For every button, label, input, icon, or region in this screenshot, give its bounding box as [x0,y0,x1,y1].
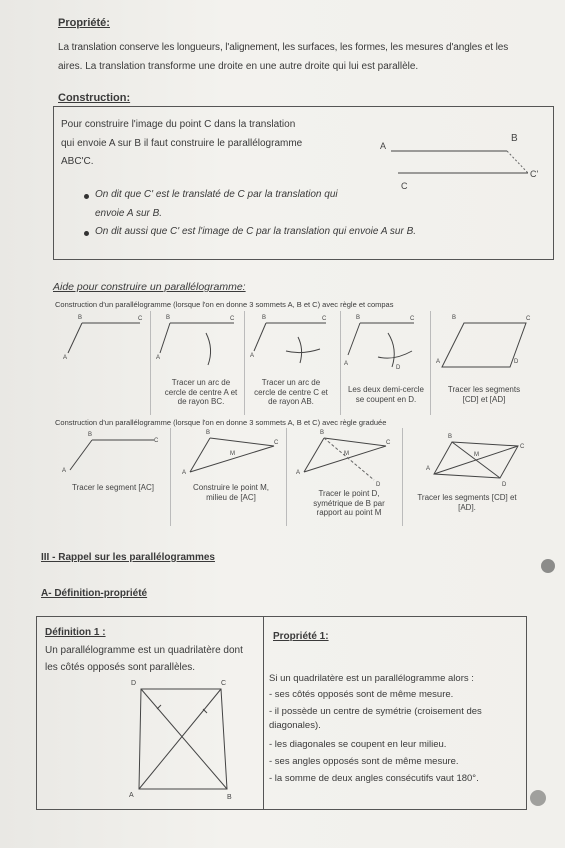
propriete1-item: - il possède un centre de symétrie (croisement des [269,706,482,717]
compas-caption-2: Tracer un arc de cercle de centre C et de rayon AB. [254,378,328,406]
regle-caption-3: Tracer le point D, symétrique de B par rapport au point M [313,489,385,517]
label-A: A [182,470,187,476]
label-C: C [138,316,143,322]
label-A: A [426,466,431,472]
label-C: C [230,316,235,322]
label-C: C [526,316,531,322]
label-A: A [344,361,349,367]
compas-step-2 [248,311,338,371]
regle-step-0 [58,428,168,488]
compas-caption-3: Les deux demi-cercle se coupent en D. [347,385,425,404]
label-D: D [396,365,401,371]
label-A: A [63,355,68,361]
label-B: B [78,315,83,321]
label-C: C [386,440,391,446]
rappel-subtitle: A- Définition-propriété [41,588,148,599]
propriete-line-1: La translation conserve les longueurs, l'alignement, les surfaces, les formes, les mesures d'angles et les [58,42,509,53]
punch-hole [530,790,546,806]
label-M: M [230,451,235,457]
label-B: B [320,430,325,436]
compas-step-3 [344,311,434,371]
propriete1-item: - ses côtés opposés sont de même mesure. [269,689,454,700]
aide-title: Aide pour construire un parallélogramme: [53,281,246,293]
compas-step-1 [154,311,244,371]
label-C: C [274,440,279,446]
label-B: B [227,794,232,801]
punch-hole [541,559,555,573]
propriete1-item: - ses angles opposés sont de même mesure. [269,756,459,767]
label-C: C [221,680,227,687]
bullet-dot [84,231,89,236]
compas-heading: Construction d'un parallélogramme (lorsque l'on en donne 3 sommets A, B et C) avec règle et compas [55,300,394,309]
compas-step-4 [434,311,544,371]
compas-caption-1: Tracer un arc de cercle de centre A et de rayon BC. [164,378,238,406]
bullet-dot [84,194,89,199]
label-B: B [448,434,453,440]
label-D: D [131,680,137,687]
propriete1-item: - les diagonales se coupent en leur milieu. [269,739,447,750]
regle-step-1 [176,428,286,488]
label-D: D [376,482,381,488]
construction-line-1: Pour construire l'image du point C dans la translation [61,119,296,130]
regle-step-3 [408,428,538,488]
label-D: D [502,482,507,488]
label-C: C [401,181,408,191]
propriete-title: Propriété: [58,17,110,29]
label-A: A [129,792,134,799]
bullet-2: On dit aussi que C' est l'image de C par la translation qui envoie A sur B. [95,226,417,237]
rappel-title: III - Rappel sur les parallélogrammes [41,552,215,563]
label-M: M [344,451,349,457]
label-M: M [474,452,479,458]
regle-caption-1: Tracer le segment [AC] [72,483,154,492]
parallelogram-figure [129,679,249,799]
label-A: A [436,359,441,365]
definition-title: Définition 1 : [45,627,106,638]
label-B: B [452,315,457,321]
label-A: A [296,470,301,476]
label-C: C [410,316,415,322]
regle-step-2 [290,428,400,488]
construction-title: Construction: [58,92,131,104]
label-C: C [154,438,159,444]
label-B: B [262,315,267,321]
label-B: B [206,430,211,436]
regle-caption-4: Tracer les segments [CD] et [AD]. [417,493,517,512]
label-A: A [380,141,387,151]
label-B: B [166,315,171,321]
label-B: B [511,133,518,144]
definition-line-1: Un parallélogramme est un quadrilatère dont [45,645,243,656]
label-C: C [322,316,327,322]
bullet-1-line-1: On dit que C' est le translaté de C par la translation qui [95,189,338,200]
construction-line-2: qui envoie A sur B il faut construire le parallélogramme [61,138,303,149]
label-Cprime: C' [530,169,539,179]
label-A: A [156,355,161,361]
compas-step-0 [58,311,148,371]
translation-figure [379,129,549,199]
label-D: D [514,359,519,365]
regle-heading: Construction d'un parallélogramme (lorsque l'on en donne 3 sommets A, B et C) avec règle graduée [55,418,387,427]
propriete1-intro: Si un quadrilatère est un parallélogramme alors : [269,673,474,684]
propriete-line-2: aires. La translation transforme une droite en une autre droite qui lui est parallèle. [58,61,419,72]
compas-caption-4: Tracer les segments [CD] et [AD] [447,385,521,404]
propriete1-title: Propriété 1: [273,631,329,642]
regle-panels [58,428,542,528]
construction-line-3: ABC'C. [61,156,94,167]
propriete1-item: - la somme de deux angles consécutifs vaut 180°. [269,773,479,784]
construction-box [53,106,554,260]
regle-caption-2: Construire le point M, milieu de [AC] [192,483,270,502]
label-B: B [356,315,361,321]
definition-table [36,616,527,810]
label-A: A [62,468,67,474]
definition-line-2: les côtés opposés sont parallèles. [45,662,196,673]
compas-panels [58,311,542,417]
label-C: C [520,444,525,450]
bullet-1-line-2: envoie A sur B. [95,208,163,219]
label-A: A [250,353,255,359]
propriete1-item: diagonales). [269,720,321,731]
label-B: B [88,432,93,438]
